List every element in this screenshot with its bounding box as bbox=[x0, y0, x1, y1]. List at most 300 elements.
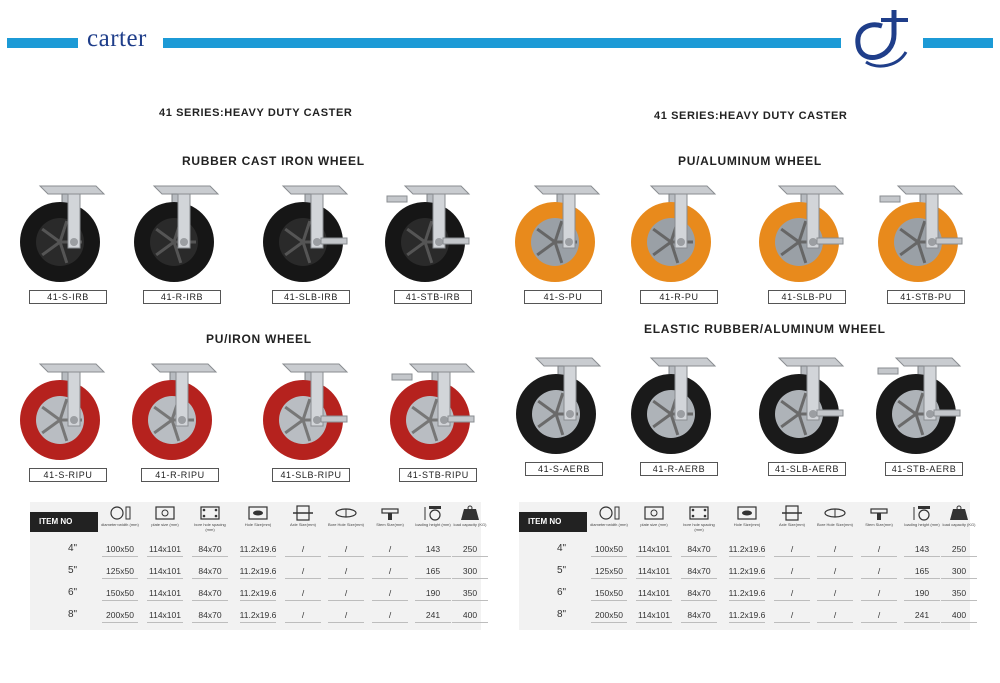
product-41-stb-aerb bbox=[869, 352, 979, 482]
axle-bolt bbox=[566, 410, 574, 418]
cell-underline bbox=[904, 600, 940, 601]
spec-cell: 250 bbox=[462, 544, 478, 554]
brand-name: carter bbox=[87, 25, 147, 52]
spec-table-left bbox=[30, 502, 487, 630]
axle-bolt bbox=[70, 416, 78, 424]
spec-cell: / bbox=[790, 566, 794, 576]
spec-cell: 190 bbox=[914, 588, 930, 598]
caster-drawing bbox=[757, 180, 857, 288]
cell-underline bbox=[452, 622, 488, 623]
product-41-slb-pu bbox=[752, 180, 862, 310]
group-title-pu-aluminum: PU/ALUMINUM WHEEL bbox=[678, 154, 822, 168]
load-capacity-icon bbox=[947, 505, 971, 521]
spec-column-header bbox=[858, 505, 900, 541]
cell-underline bbox=[774, 578, 810, 579]
product-41-s-ripu bbox=[13, 358, 123, 488]
product-code-label: 41-R-RIPU bbox=[141, 468, 219, 482]
top-plate bbox=[154, 186, 218, 194]
spec-cell: / bbox=[790, 610, 794, 620]
spec-cell: / bbox=[833, 544, 837, 554]
spec-cell: 11.2x19.6 bbox=[239, 566, 277, 576]
cell-underline bbox=[192, 600, 228, 601]
top-plate bbox=[283, 186, 347, 194]
axle-bolt bbox=[565, 238, 573, 246]
cell-underline bbox=[285, 578, 321, 579]
bolt-hole-spacing-icon bbox=[687, 505, 711, 521]
cell-underline bbox=[817, 600, 853, 601]
total-brake-pedal bbox=[878, 368, 898, 374]
product-code-label: 41-S-AERB bbox=[525, 462, 603, 476]
spec-cell: 114x101 bbox=[149, 544, 181, 554]
cell-underline bbox=[415, 600, 451, 601]
spec-column-label: diameter×width (mm) bbox=[590, 522, 628, 527]
cell-underline bbox=[729, 622, 765, 623]
cell-underline bbox=[240, 578, 276, 579]
axle-bolt bbox=[313, 238, 321, 246]
spec-cell: 84x70 bbox=[198, 588, 222, 598]
top-plate bbox=[896, 358, 960, 366]
brake-pedal bbox=[934, 410, 960, 416]
caster-drawing bbox=[132, 180, 232, 288]
cell-underline bbox=[240, 622, 276, 623]
caster-drawing bbox=[513, 180, 613, 288]
spec-cell: / bbox=[877, 544, 881, 554]
top-plate bbox=[779, 358, 843, 366]
spec-column-header bbox=[369, 505, 411, 541]
top-plate bbox=[283, 364, 347, 372]
cell-underline bbox=[285, 622, 321, 623]
spec-column-header bbox=[237, 505, 279, 541]
cell-underline bbox=[102, 578, 138, 579]
spec-row bbox=[30, 605, 481, 627]
cell-underline bbox=[147, 600, 183, 601]
brake-pedal bbox=[936, 238, 962, 244]
product-code-label: 41-SLB-RIPU bbox=[272, 468, 350, 482]
product-41-s-aerb bbox=[509, 352, 619, 482]
cell-underline bbox=[941, 556, 977, 557]
spec-column-label: loading height (mm) bbox=[904, 522, 940, 527]
product-code-label: 41-STB-PU bbox=[887, 290, 965, 304]
cell-underline bbox=[636, 600, 672, 601]
spec-column-label: loading height (mm) bbox=[415, 522, 451, 527]
spec-cell: 11.2x19.6 bbox=[728, 588, 766, 598]
spec-column-header bbox=[901, 505, 943, 541]
cell-underline bbox=[415, 556, 451, 557]
spec-column-label: Stem Size(mm) bbox=[865, 522, 893, 527]
cell-underline bbox=[904, 556, 940, 557]
wheel-size-cell: 8" bbox=[556, 609, 567, 620]
hole-size-icon bbox=[735, 505, 759, 521]
caster-drawing bbox=[18, 180, 118, 288]
product-code-label: 41-R-IRB bbox=[143, 290, 221, 304]
spec-cell: 11.2x19.6 bbox=[728, 566, 766, 576]
axle-bolt bbox=[313, 416, 321, 424]
spec-cell: 400 bbox=[951, 610, 967, 620]
spec-cell: 125x50 bbox=[595, 566, 623, 576]
bore-hole-size-icon bbox=[823, 505, 847, 521]
cell-underline bbox=[328, 622, 364, 623]
brake-pedal bbox=[321, 416, 347, 422]
spec-cell: / bbox=[877, 566, 881, 576]
spec-cell: 190 bbox=[425, 588, 441, 598]
spec-column-label: Axle Size(mm) bbox=[778, 522, 805, 527]
brake-pedal bbox=[817, 410, 843, 416]
wheel-size-icon bbox=[597, 505, 621, 521]
plate-size-icon bbox=[642, 505, 666, 521]
product-41-slb-irb bbox=[256, 180, 366, 310]
spec-row bbox=[30, 539, 481, 561]
brake-pedal bbox=[443, 238, 469, 244]
cell-underline bbox=[192, 622, 228, 623]
spec-cell: 350 bbox=[951, 588, 967, 598]
spec-row bbox=[30, 583, 481, 605]
spec-cell: 150x50 bbox=[595, 588, 623, 598]
cell-underline bbox=[729, 600, 765, 601]
cell-underline bbox=[372, 622, 408, 623]
top-plate bbox=[410, 364, 474, 372]
cell-underline bbox=[328, 556, 364, 557]
spec-cell: 114x101 bbox=[638, 610, 670, 620]
cell-underline bbox=[452, 556, 488, 557]
wheel-size-cell: 4" bbox=[556, 543, 567, 554]
cell-underline bbox=[681, 556, 717, 557]
product-41-r-ripu bbox=[125, 358, 235, 488]
spec-cell: 100x50 bbox=[106, 544, 134, 554]
spec-cell: / bbox=[833, 610, 837, 620]
product-41-r-pu bbox=[624, 180, 734, 310]
wheel-size-cell: 8" bbox=[67, 609, 78, 620]
top-plate bbox=[651, 186, 715, 194]
spec-column-header bbox=[633, 505, 675, 541]
spec-column-header bbox=[814, 505, 856, 541]
cell-underline bbox=[729, 556, 765, 557]
axle-size-icon bbox=[291, 505, 315, 521]
cell-underline bbox=[774, 556, 810, 557]
loading-height-icon bbox=[910, 505, 934, 521]
product-41-r-irb bbox=[127, 180, 237, 310]
cell-underline bbox=[636, 556, 672, 557]
spec-column-header bbox=[282, 505, 324, 541]
product-41-s-pu bbox=[508, 180, 618, 310]
spec-cell: / bbox=[301, 588, 305, 598]
axle-size-icon bbox=[780, 505, 804, 521]
spec-cell: 125x50 bbox=[106, 566, 134, 576]
caster-drawing bbox=[876, 180, 976, 288]
spec-cell: 84x70 bbox=[687, 544, 711, 554]
spec-column-header bbox=[412, 505, 454, 541]
wheel-size-cell: 6" bbox=[556, 587, 567, 598]
cell-underline bbox=[147, 578, 183, 579]
total-brake-pedal bbox=[392, 374, 412, 380]
spec-cell: / bbox=[790, 588, 794, 598]
load-capacity-icon bbox=[458, 505, 482, 521]
spec-cell: 100x50 bbox=[595, 544, 623, 554]
spec-row bbox=[519, 583, 970, 605]
spec-cell: / bbox=[388, 588, 392, 598]
cell-underline bbox=[861, 600, 897, 601]
spec-cell: 84x70 bbox=[198, 610, 222, 620]
spec-cell: 165 bbox=[914, 566, 930, 576]
caster-drawing bbox=[629, 352, 729, 460]
total-brake-pedal bbox=[387, 196, 407, 202]
spec-column-header bbox=[144, 505, 186, 541]
spec-header-row bbox=[30, 502, 487, 539]
product-code-label: 41-SLB-IRB bbox=[272, 290, 350, 304]
caster-drawing bbox=[261, 180, 361, 288]
spec-cell: 114x101 bbox=[149, 566, 181, 576]
spec-cell: / bbox=[344, 610, 348, 620]
spec-cell: 11.2x19.6 bbox=[728, 610, 766, 620]
top-plate bbox=[405, 186, 469, 194]
spec-cell: 114x101 bbox=[638, 544, 670, 554]
spec-column-label: Axle Size(mm) bbox=[289, 522, 316, 527]
cell-underline bbox=[372, 600, 408, 601]
axle-bolt bbox=[809, 410, 817, 418]
spec-cell: 165 bbox=[425, 566, 441, 576]
spec-cell: 150x50 bbox=[106, 588, 134, 598]
product-41-s-irb bbox=[13, 180, 123, 310]
spec-cell: / bbox=[388, 544, 392, 554]
product-code-label: 41-S-RIPU bbox=[29, 468, 107, 482]
caster-drawing bbox=[261, 358, 361, 466]
spec-column-header bbox=[189, 505, 231, 541]
spec-row bbox=[519, 539, 970, 561]
spec-cell: 200x50 bbox=[595, 610, 623, 620]
spec-cell: 143 bbox=[425, 544, 441, 554]
spec-cell: / bbox=[877, 610, 881, 620]
spec-cell: 350 bbox=[462, 588, 478, 598]
axle-bolt bbox=[70, 238, 78, 246]
axle-bolt bbox=[928, 238, 936, 246]
caster-drawing bbox=[757, 352, 857, 460]
cell-underline bbox=[636, 622, 672, 623]
cell-underline bbox=[636, 578, 672, 579]
bore-hole-size-icon bbox=[334, 505, 358, 521]
spec-cell: 11.2x19.6 bbox=[728, 544, 766, 554]
spec-cell: / bbox=[301, 566, 305, 576]
spec-cell: 84x70 bbox=[198, 544, 222, 554]
spec-column-header bbox=[99, 505, 141, 541]
spec-cell: 400 bbox=[462, 610, 478, 620]
cell-underline bbox=[941, 600, 977, 601]
spec-column-label: Bore Hole Size(mm) bbox=[327, 522, 364, 527]
product-code-label: 41-SLB-AERB bbox=[768, 462, 846, 476]
brake-pedal bbox=[321, 238, 347, 244]
group-title-rubber-cast-iron: RUBBER CAST IRON WHEEL bbox=[182, 154, 365, 168]
spec-column-label: bore hole spacing (mm) bbox=[683, 522, 715, 532]
product-41-stb-pu bbox=[871, 180, 981, 310]
spec-cell: 114x101 bbox=[638, 588, 670, 598]
cell-underline bbox=[861, 556, 897, 557]
cell-underline bbox=[415, 578, 451, 579]
wheel-size-cell: 6" bbox=[67, 587, 78, 598]
product-code-label: 41-STB-IRB bbox=[394, 290, 472, 304]
spec-row bbox=[519, 561, 970, 583]
cell-underline bbox=[240, 556, 276, 557]
cell-underline bbox=[192, 556, 228, 557]
spec-table-right bbox=[519, 502, 976, 630]
spec-column-label: plate size (mm) bbox=[640, 522, 668, 527]
spec-row bbox=[30, 561, 481, 583]
cell-underline bbox=[452, 600, 488, 601]
product-code-label: 41-STB-RIPU bbox=[399, 468, 477, 482]
caster-drawing bbox=[388, 358, 488, 466]
cell-underline bbox=[328, 600, 364, 601]
cell-underline bbox=[102, 622, 138, 623]
axle-bolt bbox=[180, 238, 188, 246]
product-code-label: 41-S-IRB bbox=[29, 290, 107, 304]
spec-cell: / bbox=[790, 544, 794, 554]
wheel-size-icon bbox=[108, 505, 132, 521]
spec-cell: 11.2x19.6 bbox=[239, 588, 277, 598]
spec-cell: / bbox=[877, 588, 881, 598]
spec-column-header bbox=[325, 505, 367, 541]
spec-cell: 241 bbox=[914, 610, 930, 620]
spec-column-label: Hole Size(mm) bbox=[244, 522, 272, 527]
cell-underline bbox=[591, 556, 627, 557]
spec-column-header bbox=[678, 505, 720, 541]
cell-underline bbox=[774, 622, 810, 623]
spec-cell: 114x101 bbox=[638, 566, 670, 576]
cell-underline bbox=[372, 578, 408, 579]
product-code-label: 41-S-PU bbox=[524, 290, 602, 304]
cell-underline bbox=[102, 556, 138, 557]
product-code-label: 41-STB-AERB bbox=[885, 462, 963, 476]
product-41-stb-irb bbox=[378, 180, 488, 310]
item-no-header: ITEM NO bbox=[30, 512, 98, 532]
spec-column-header bbox=[771, 505, 813, 541]
product-41-slb-ripu bbox=[256, 358, 366, 488]
spec-cell: / bbox=[833, 566, 837, 576]
spec-row bbox=[519, 605, 970, 627]
spec-cell: 114x101 bbox=[149, 610, 181, 620]
top-plate bbox=[898, 186, 962, 194]
bolt-hole-spacing-icon bbox=[198, 505, 222, 521]
spec-cell: 300 bbox=[462, 566, 478, 576]
cell-underline bbox=[591, 600, 627, 601]
caster-drawing bbox=[514, 352, 614, 460]
cell-underline bbox=[817, 578, 853, 579]
cell-underline bbox=[681, 578, 717, 579]
axle-bolt bbox=[809, 238, 817, 246]
axle-bolt bbox=[440, 416, 448, 424]
spec-cell: 84x70 bbox=[198, 566, 222, 576]
spec-column-label: diameter×width (mm) bbox=[101, 522, 139, 527]
brand-logo bbox=[848, 4, 918, 72]
cell-underline bbox=[861, 622, 897, 623]
spec-column-header bbox=[449, 505, 491, 541]
cell-underline bbox=[941, 622, 977, 623]
axle-bolt bbox=[178, 416, 186, 424]
product-41-slb-aerb bbox=[752, 352, 862, 482]
plate-size-icon bbox=[153, 505, 177, 521]
caster-drawing bbox=[629, 180, 729, 288]
cell-underline bbox=[102, 600, 138, 601]
cell-underline bbox=[904, 622, 940, 623]
cell-underline bbox=[147, 556, 183, 557]
cell-underline bbox=[817, 556, 853, 557]
spec-column-label: load capacity (KG) bbox=[453, 522, 487, 527]
axle-bolt bbox=[435, 238, 443, 246]
product-code-label: 41-R-AERB bbox=[640, 462, 718, 476]
product-41-r-aerb bbox=[624, 352, 734, 482]
top-plate bbox=[651, 358, 715, 366]
top-plate bbox=[152, 364, 216, 372]
cell-underline bbox=[285, 556, 321, 557]
spec-cell: 300 bbox=[951, 566, 967, 576]
spec-column-label: bore hole spacing (mm) bbox=[194, 522, 226, 532]
spec-cell: 250 bbox=[951, 544, 967, 554]
spec-cell: 84x70 bbox=[687, 610, 711, 620]
spec-column-label: Stem Size(mm) bbox=[376, 522, 404, 527]
brake-pedal bbox=[817, 238, 843, 244]
cell-underline bbox=[861, 578, 897, 579]
cell-underline bbox=[328, 578, 364, 579]
caster-drawing bbox=[874, 352, 974, 460]
cell-underline bbox=[415, 622, 451, 623]
top-plate bbox=[40, 364, 104, 372]
spec-cell: / bbox=[301, 610, 305, 620]
spec-cell: 114x101 bbox=[149, 588, 181, 598]
wheel-size-cell: 5" bbox=[67, 565, 78, 576]
spec-column-label: Bore Hole Size(mm) bbox=[816, 522, 853, 527]
cell-underline bbox=[372, 556, 408, 557]
cell-underline bbox=[452, 578, 488, 579]
spec-cell: 11.2x19.6 bbox=[239, 544, 277, 554]
wheel-size-cell: 4" bbox=[67, 543, 78, 554]
cell-underline bbox=[147, 622, 183, 623]
cell-underline bbox=[591, 578, 627, 579]
left-series-title: 41 SERIES:HEAVY DUTY CASTER bbox=[159, 107, 353, 119]
header-bar-left bbox=[7, 38, 78, 48]
brake-pedal bbox=[448, 416, 474, 422]
product-41-stb-ripu bbox=[383, 358, 493, 488]
spec-header-row bbox=[519, 502, 976, 539]
top-plate bbox=[536, 358, 600, 366]
stem-size-icon bbox=[867, 505, 891, 521]
spec-cell: 84x70 bbox=[687, 566, 711, 576]
spec-column-label: plate size (mm) bbox=[151, 522, 179, 527]
cell-underline bbox=[285, 600, 321, 601]
spec-cell: / bbox=[301, 544, 305, 554]
stem-size-icon bbox=[378, 505, 402, 521]
spec-cell: / bbox=[833, 588, 837, 598]
cell-underline bbox=[240, 600, 276, 601]
cell-underline bbox=[904, 578, 940, 579]
loading-height-icon bbox=[421, 505, 445, 521]
spec-cell: 11.2x19.6 bbox=[239, 610, 277, 620]
group-title-elastic-rubber-aluminum: ELASTIC RUBBER/ALUMINUM WHEEL bbox=[644, 322, 886, 336]
cell-underline bbox=[681, 600, 717, 601]
cell-underline bbox=[192, 578, 228, 579]
spec-cell: / bbox=[388, 566, 392, 576]
axle-bolt bbox=[926, 410, 934, 418]
caster-drawing bbox=[130, 358, 230, 466]
cell-underline bbox=[681, 622, 717, 623]
spec-column-label: load capacity (KG) bbox=[942, 522, 976, 527]
axle-bolt bbox=[677, 410, 685, 418]
spec-cell: / bbox=[344, 588, 348, 598]
right-series-title: 41 SERIES:HEAVY DUTY CASTER bbox=[654, 110, 848, 122]
header-bar-right bbox=[923, 38, 993, 48]
cell-underline bbox=[941, 578, 977, 579]
top-plate bbox=[535, 186, 599, 194]
header-bar-middle bbox=[163, 38, 841, 48]
spec-cell: 143 bbox=[914, 544, 930, 554]
spec-column-label: Hole Size(mm) bbox=[733, 522, 761, 527]
spec-cell: / bbox=[388, 610, 392, 620]
spec-cell: 84x70 bbox=[687, 588, 711, 598]
